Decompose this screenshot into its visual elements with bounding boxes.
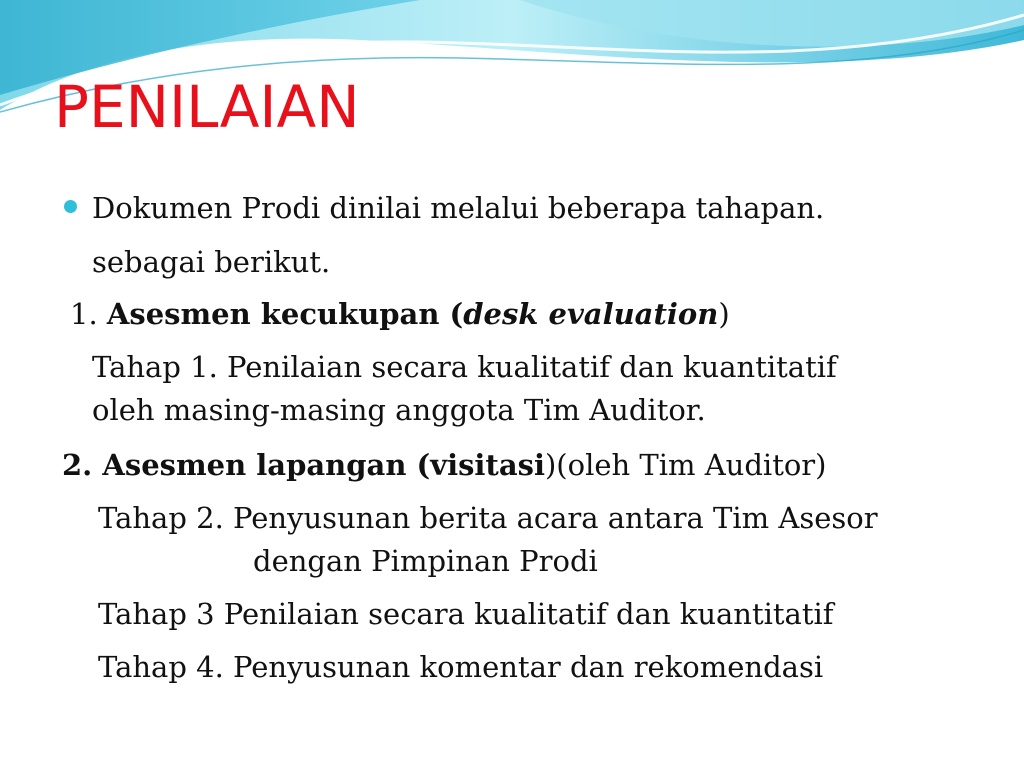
step-2-heading [62, 448, 827, 482]
stage-1-line-1: Tahap 1. Penilaian secara kualitatif dan kuantitatif [92, 350, 837, 384]
stage-1-line-2: oleh masing-masing anggota Tim Auditor. [92, 393, 706, 427]
stage-3-line: Tahap 3 Penilaian secara kualitatif dan kuantitatif [98, 597, 834, 631]
step-2-title: 2. Asesmen lapangan (visitasi [62, 448, 545, 482]
slide-title: PENILAIAN [54, 73, 360, 141]
step-2-note: (oleh Tim Auditor) [556, 448, 827, 482]
step-2-close-paren: ) [544, 448, 557, 482]
step-1-number: 1. [70, 297, 98, 331]
stage-2-line-2: dengan Pimpinan Prodi [253, 544, 598, 578]
stage-4-line: Tahap 4. Penyusunan komentar dan rekomendasi [98, 650, 824, 684]
step-1-heading [70, 297, 730, 331]
bullet-icon [64, 200, 77, 213]
step-1-title: Asesmen kecukupan ( [106, 297, 464, 331]
intro-line-1: Dokumen Prodi dinilai melalui beberapa tahapan. [92, 191, 825, 225]
stage-2-line-1: Tahap 2. Penyusunan berita acara antara Tim Asesor [98, 501, 878, 535]
step-1-italic-term: desk evaluation [463, 297, 719, 331]
step-1-close-paren: ) [718, 297, 730, 331]
intro-line-2: sebagai berikut. [92, 245, 331, 279]
